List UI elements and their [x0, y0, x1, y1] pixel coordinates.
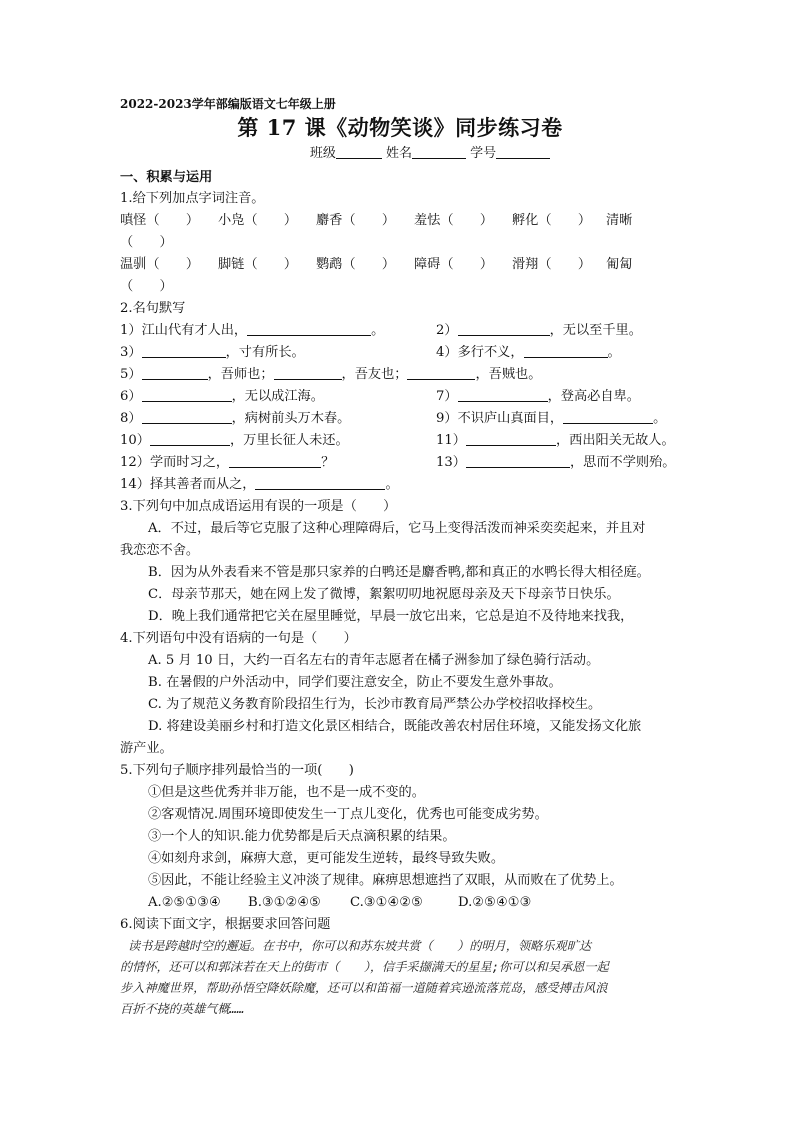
- q2-text: ？: [321, 455, 335, 470]
- q2-text: ，病树前头万木春。: [231, 411, 351, 426]
- q4-prompt: 4.下列语句中没有语病的一句是（ ）: [120, 631, 357, 646]
- q1-row2-wrap: （ ）: [120, 279, 173, 294]
- q2-text: 。: [607, 345, 621, 360]
- q1-word: 清晰: [606, 213, 633, 228]
- q2-text: ，无以至千里。: [549, 323, 642, 338]
- q1-prompt: 1.给下列加点字词注音。: [120, 191, 265, 206]
- q2-text: ，吾师也；: [207, 367, 274, 382]
- q2-item-row: [120, 408, 680, 430]
- q2-text: 8）: [120, 411, 142, 426]
- q2-text: 2）: [436, 323, 458, 338]
- q2-text: 。: [385, 477, 399, 492]
- q5-option[interactable]: D.②⑤④①③: [458, 895, 532, 910]
- q2-blank[interactable]: [274, 365, 342, 380]
- q2-item-row: [120, 320, 680, 342]
- q2-text: 7）: [436, 389, 458, 404]
- q1-word: 温驯（ ）: [120, 257, 200, 272]
- q2-text: 14）择其善者而从之，: [120, 477, 256, 492]
- q2-item5: [120, 364, 680, 386]
- q3-option-c: C．母亲节那天，她在网上发了微博，絮絮叨叨地祝愿母亲及天下母亲节日快乐。: [148, 587, 620, 602]
- q2-blank[interactable]: [524, 343, 608, 358]
- q3-option-a: A．不过，最后等它克服了这种心理障碍后，它马上变得活泼而神采奕奕起来，并且对: [148, 521, 646, 536]
- q2-text: ，寸有所长。: [225, 345, 305, 360]
- q5-prompt: 5.下列句子顺序排列最恰当的一项( ): [120, 763, 354, 778]
- q3-option-a-cont: 我恋恋不舍。: [120, 543, 200, 558]
- q2-text: 10）: [120, 433, 150, 448]
- q2-blank[interactable]: [150, 431, 230, 446]
- q2-text: 13）: [436, 455, 466, 470]
- q2-text: 11）: [436, 433, 466, 448]
- q5-sentence-2: ②客观情况.周围环境即使发生一丁点儿变化，优秀也可能变成劣势。: [148, 807, 548, 822]
- q2-text: ，西出阳关无故人。: [555, 433, 675, 448]
- q2-blank[interactable]: [407, 365, 475, 380]
- q6-passage-line: 的情怀，还可以和郭沫若在天上的街市（ ），信手采撷满天的星星;你可以和吴承恩一起: [120, 960, 609, 974]
- q3-prompt: 3.下列句中加点成语运用有误的一项是（ ）: [120, 499, 397, 514]
- student-info: [120, 144, 680, 164]
- q2-text: 3）: [120, 345, 142, 360]
- q1-word: 脚链（ ）: [218, 257, 298, 272]
- q5-option[interactable]: A.②⑤①③④: [148, 895, 221, 910]
- q2-blank[interactable]: [458, 321, 550, 336]
- q2-text: 9）不识庐山真面目，: [436, 411, 564, 426]
- q5-sentence-3: ③一个人的知识.能力优势都是后天点滴积累的结果。: [148, 829, 456, 844]
- q5-sentence-4: ④如刻舟求剑，麻痹大意，更可能发生逆转，最终导致失败。: [148, 851, 505, 866]
- id-blank[interactable]: [496, 144, 550, 159]
- name-blank[interactable]: [412, 144, 466, 159]
- q1-word: 匍匐: [606, 257, 633, 272]
- q1-word: 鹦鹉（ ）: [316, 257, 396, 272]
- q1-word: 孵化（ ）: [512, 213, 592, 228]
- q2-text: ，登高必自卑。: [547, 389, 640, 404]
- q5-option[interactable]: B.③①②④⑤: [248, 895, 321, 910]
- q2-blank[interactable]: [563, 409, 653, 424]
- q4-option-b: B. 在暑假的户外活动中，同学们要注意安全，防止不要发生意外事故。: [148, 675, 562, 690]
- q6-prompt: 6.阅读下面文字，根据要求回答问题: [120, 917, 331, 932]
- q2-text: 12）学而时习之，: [120, 455, 230, 470]
- q1-row1: [120, 210, 680, 232]
- q2-item-row: [120, 430, 680, 452]
- q2-text: 1）江山代有才人出，: [120, 323, 248, 338]
- q1-row1-wrap: （ ）: [120, 235, 173, 250]
- q6-passage-line: 步入神魔世界，帮助孙悟空降妖除魔，还可以和笛福一道随着宾逊流落荒岛，感受搏击风浪: [120, 981, 608, 995]
- q1-word: 羞怯（ ）: [414, 213, 494, 228]
- q2-text: 。: [653, 411, 667, 426]
- q1-word: 滑翔（ ）: [512, 257, 592, 272]
- q6-passage: [120, 936, 680, 1020]
- q2-blank[interactable]: [466, 431, 556, 446]
- q2-text: 5）: [120, 367, 142, 382]
- q1-word: 障碍（ ）: [414, 257, 494, 272]
- q1-word: 麝香（ ）: [316, 213, 396, 228]
- q2-blank[interactable]: [247, 321, 371, 336]
- q2-item14: [120, 474, 680, 496]
- q2-item-row: [120, 386, 680, 408]
- q3-option-d: D．晚上我们通常把它关在屋里睡觉，早晨一放它出来，它总是迫不及待地来找我，: [148, 609, 634, 624]
- q1-word: 小凫（ ）: [218, 213, 298, 228]
- q2-text: ，吾贼也。: [475, 367, 542, 382]
- q2-text: ，无以成江海。: [231, 389, 324, 404]
- q2-item-row: [120, 452, 680, 474]
- q2-blank[interactable]: [229, 453, 321, 468]
- q2-blank[interactable]: [458, 387, 548, 402]
- q1-word: 嗔怪（ ）: [120, 213, 200, 228]
- q4-option-d-cont: 游产业。: [120, 741, 173, 756]
- q1-row2: [120, 254, 680, 276]
- q4-option-c: C. 为了规范义务教育阶段招生行为，长沙市教育局严禁公办学校招收择校生。: [148, 697, 602, 712]
- q5-option[interactable]: C.③①④②⑤: [350, 895, 423, 910]
- q3-option-b: B．因为从外表看来不管是那只家养的白鸭还是麝香鸭,都和真正的水鸭长得大相径庭。: [148, 565, 650, 580]
- q5-sentence-1: ①但是这些优秀并非万能，也不是一成不变的。: [148, 785, 425, 800]
- q4-option-d: D. 将建设美丽乡村和打造文化景区相结合，既能改善农村居住环境，又能发扬文化旅: [148, 719, 642, 734]
- course-subtitle: 2022-2023学年部编版语文七年级上册: [120, 97, 336, 111]
- q5-options: [120, 892, 680, 914]
- worksheet-page: [120, 96, 680, 1020]
- q2-blank[interactable]: [142, 387, 232, 402]
- q2-blank[interactable]: [142, 409, 232, 424]
- class-blank[interactable]: [336, 144, 382, 159]
- q2-text: 6）: [120, 389, 142, 404]
- page-title: 第 17 课《动物笑谈》同步练习卷: [237, 115, 563, 140]
- q2-text: 。: [371, 323, 385, 338]
- q6-passage-line: 读书是跨越时空的邂逅。在书中，你可以和苏东坡共赏（ ）的明月，领略乐观旷达: [128, 939, 592, 953]
- q2-text: ，吾友也；: [341, 367, 408, 382]
- q2-text: ，万里长征人未还。: [229, 433, 349, 448]
- q5-sentence-5: ⑤因此，不能让经验主义冲淡了规律。麻痹思想遮挡了双眼，从而败在了优势上。: [148, 873, 623, 888]
- q2-text: ，思而不学则殆。: [569, 455, 676, 470]
- id-label: 学号: [470, 146, 497, 161]
- name-label: 姓名: [385, 146, 412, 161]
- q2-blank[interactable]: [142, 343, 226, 358]
- class-label: 班级: [309, 146, 336, 161]
- q2-blank[interactable]: [142, 365, 208, 380]
- q2-item-row: [120, 342, 680, 364]
- q2-text: 4）多行不义，: [436, 345, 524, 360]
- section-heading: 一、积累与运用: [120, 170, 213, 185]
- q4-option-a: A. 5 月 10 日，大约一百名左右的青年志愿者在橘子洲参加了绿色骑行活动。: [148, 653, 600, 668]
- q2-blank[interactable]: [255, 475, 385, 490]
- q6-passage-line: 百折不挠的英雄气概……: [120, 1002, 245, 1016]
- q2-blank[interactable]: [466, 453, 570, 468]
- q2-prompt: 2.名句默写: [120, 301, 186, 316]
